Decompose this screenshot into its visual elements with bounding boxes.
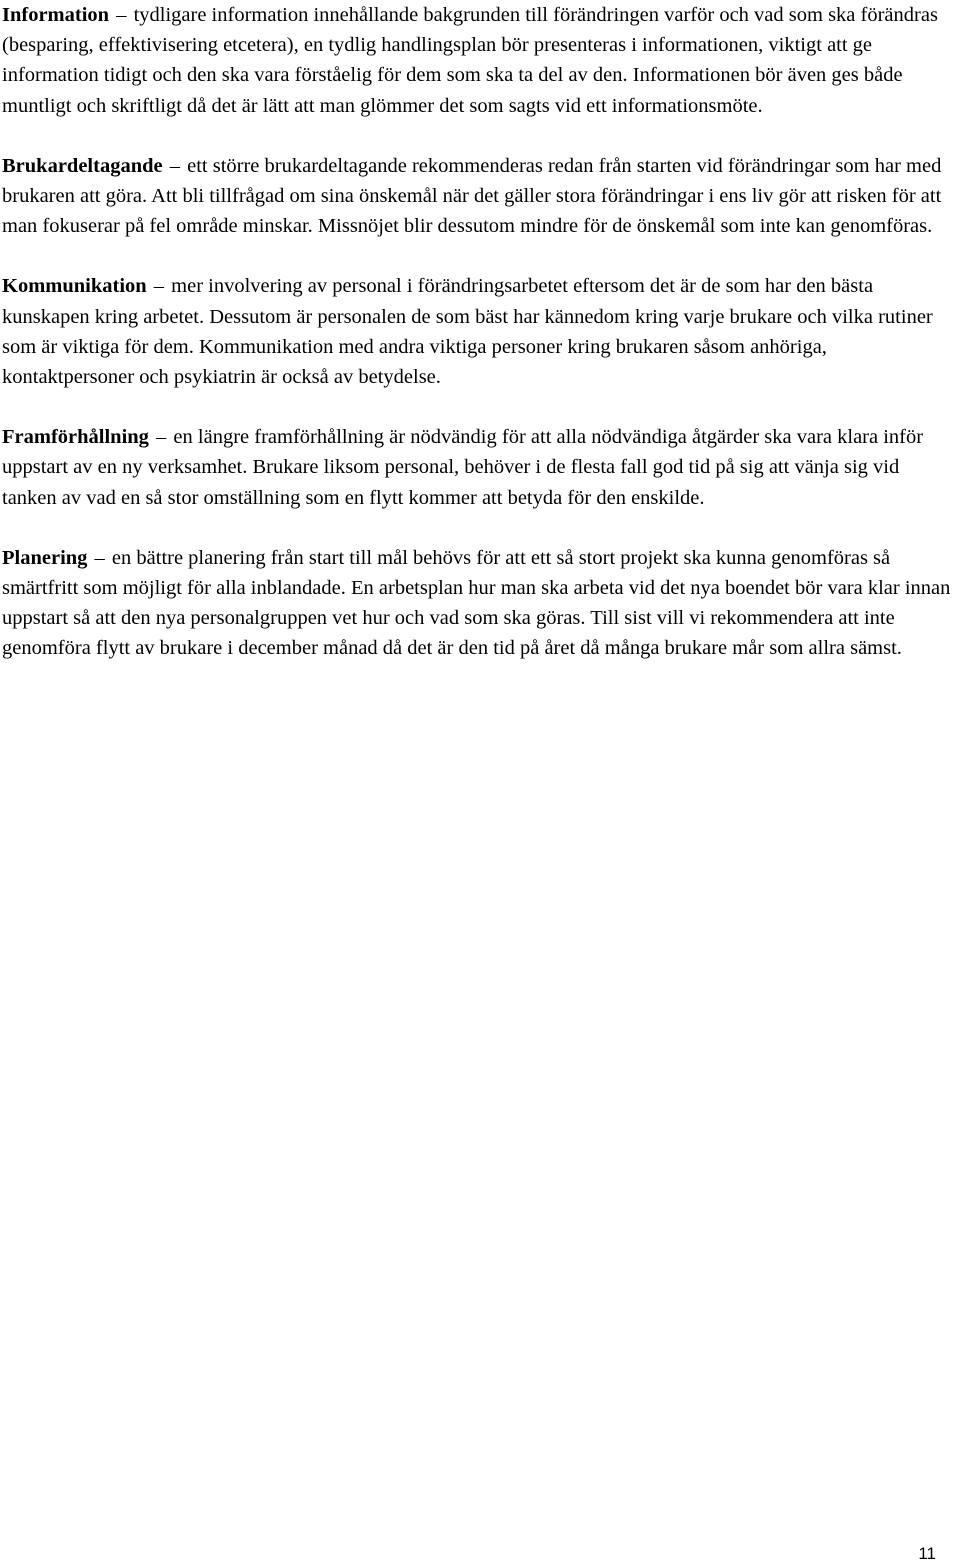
term-brukardeltagande: Brukardeltagande xyxy=(2,154,163,177)
em-dash: – xyxy=(116,4,127,26)
paragraph-brukardeltagande xyxy=(2,151,954,242)
paragraph-information xyxy=(2,0,954,121)
paragraph-kommunikation xyxy=(2,271,954,392)
em-dash: – xyxy=(153,275,165,298)
term-framforhallning: Framförhållning xyxy=(2,426,149,449)
paragraph-text: mer involvering av personal i förändringsarbetet eftersom det är de som har den bästa kunskapen kring arbetet. Dessutom är personalen de som bäst har kännedom kring varje brukare och vilka rutiner som är viktiga för dem. Kommunikation med andra viktiga personer kring brukaren såsom anhöriga, kontaktpersoner och psykiatrin är också av betydelse. xyxy=(2,275,933,389)
paragraph-text: tydligare information innehållande bakgrunden till förändringen varför och vad som ska förändras (besparing, effektivisering etcetera), en tydlig handlingsplan bör presenteras i informationen, viktigt att ge information tidigt och den ska vara förståelig för dem som ska ta del av den. Informationen bör även ges både muntligt och skriftligt då det är lätt att man glömmer det som sagts vid ett informationsmöte. xyxy=(2,4,938,117)
paragraph-framforhallning xyxy=(2,422,954,513)
paragraph-text: en bättre planering från start till mål behövs för att ett så stort projekt ska kunna genomföras så smärtfritt som möjligt för alla inblandade. En arbetsplan hur man ska arbeta vid det nya boendet bör vara klar innan uppstart så att den nya personalgruppen vet hur och vad som ska göras. Till sist vill vi rekommendera att inte genomföra flytt av brukare i december månad då det är den tid på året då många brukare mår som allra sämst. xyxy=(2,546,951,660)
paragraph-planering xyxy=(2,543,954,664)
term-kommunikation: Kommunikation xyxy=(2,275,147,298)
term-information: Information xyxy=(2,4,110,26)
term-planering: Planering xyxy=(2,546,88,569)
em-dash: – xyxy=(169,154,180,177)
paragraph-text: en längre framförhållning är nödvändig för att alla nödvändiga åtgärder ska vara klara inför uppstart av en ny verksamhet. Brukare liksom personal, behöver i de flesta fall god tid på sig att vänja sig vid tanken av vad en så stor omställning som en flytt kommer att betyda för den enskilde. xyxy=(2,426,924,509)
page-number: 11 xyxy=(918,1544,936,1563)
document-page xyxy=(2,0,954,694)
em-dash: – xyxy=(94,546,105,569)
em-dash: – xyxy=(156,426,167,449)
paragraph-text: ett större brukardeltagande rekommenderas redan från starten vid förändringar som har med brukaren att göra. Att bli tillfrågad om sina önskemål när det gäller stora förändringar i ens liv gör att risken för att man fokuserar på fel område minskar. Missnöjet blir dessutom mindre för de önskemål som inte kan genomföras. xyxy=(2,154,942,238)
